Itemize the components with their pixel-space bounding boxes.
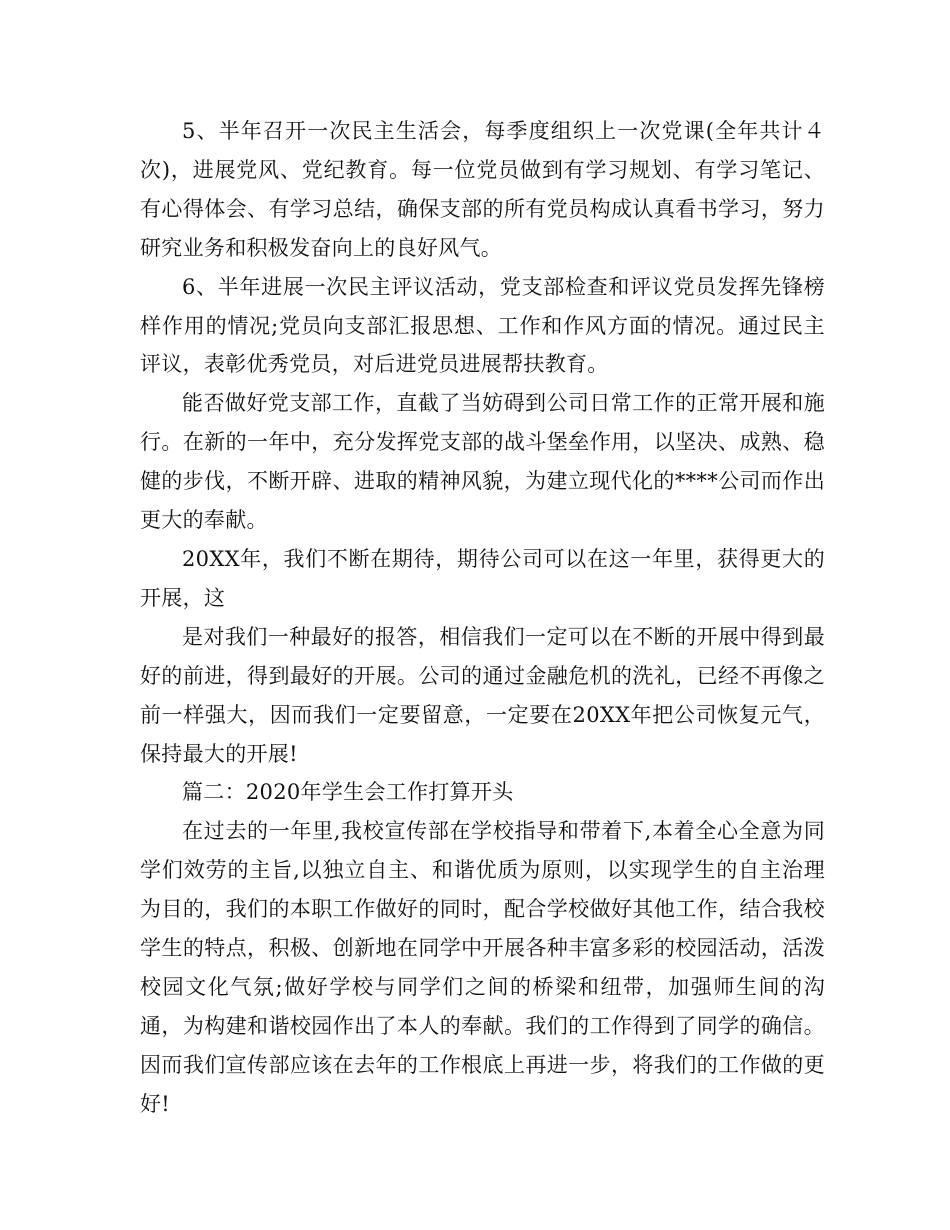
paragraph-party-branch-summary: 能否做好党支部工作，直截了当妨碍到公司日常工作的正常开展和施行。在新的一年中，充分发挥党支部的战斗堡垒作用，以坚决、成熟、稳健的步伐，不断开辟、进取的精神风貌，为建立现代化的****公司而作出更大的奉献。 bbox=[140, 391, 825, 533]
document-body bbox=[140, 112, 825, 1124]
paragraph-item-5: 5、半年召开一次民主生活会，每季度组织上一次党课(全年共计４次)，进展党风、党纪教育。每一位党员做到有学习规划、有学习笔记、有心得体会、有学习总结，确保支部的所有党员构成认真看书学习，努力研究业务和积极发奋向上的良好风气。 bbox=[140, 119, 825, 260]
paragraph-continuation: 是对我们一种最好的报答，相信我们一定可以在不断的开展中得到最好的前进，得到最好的开展。公司的通过金融危机的洗礼，已经不再像之前一样强大，因而我们一定要留意，一定要在20XX年把公司恢复元气，保持最大的开展! bbox=[140, 624, 825, 766]
paragraph-student-union: 在过去的一年里,我校宣传部在学校指导和带着下,本着全心全意为同学们效劳的主旨,以独立自主、和谐优质为原则，以实现学生的自主治理为目的，我们的本职工作做好的同时，配合学校做好其他工作，结合我校学生的特点，积极、创新地在同学中开展各种丰富多彩的校园活动，活泼校园文化气氛;做好学校与同学们之间的桥梁和纽带，加强师生间的沟通，为构建和谐校园作出了本人的奉献。我们的工作得到了同学的确信。因而我们宣传部应该在去年的工作根底上再进一步，将我们的工作做的更好! bbox=[140, 819, 825, 1116]
paragraph-year-expectation: 20XX年，我们不断在期待，期待公司可以在这一年里，获得更大的开展，这 bbox=[140, 546, 825, 610]
section-heading: 篇二：2020年学生会工作打算开头 bbox=[182, 780, 514, 805]
paragraph-item-6: 6、半年进展一次民主评议活动，党支部检查和评议党员发挥先锋榜样作用的情况;党员向支部汇报思想、工作和作风方面的情况。通过民主评议，表彰优秀党员，对后进党员进展帮扶教育。 bbox=[140, 274, 825, 377]
